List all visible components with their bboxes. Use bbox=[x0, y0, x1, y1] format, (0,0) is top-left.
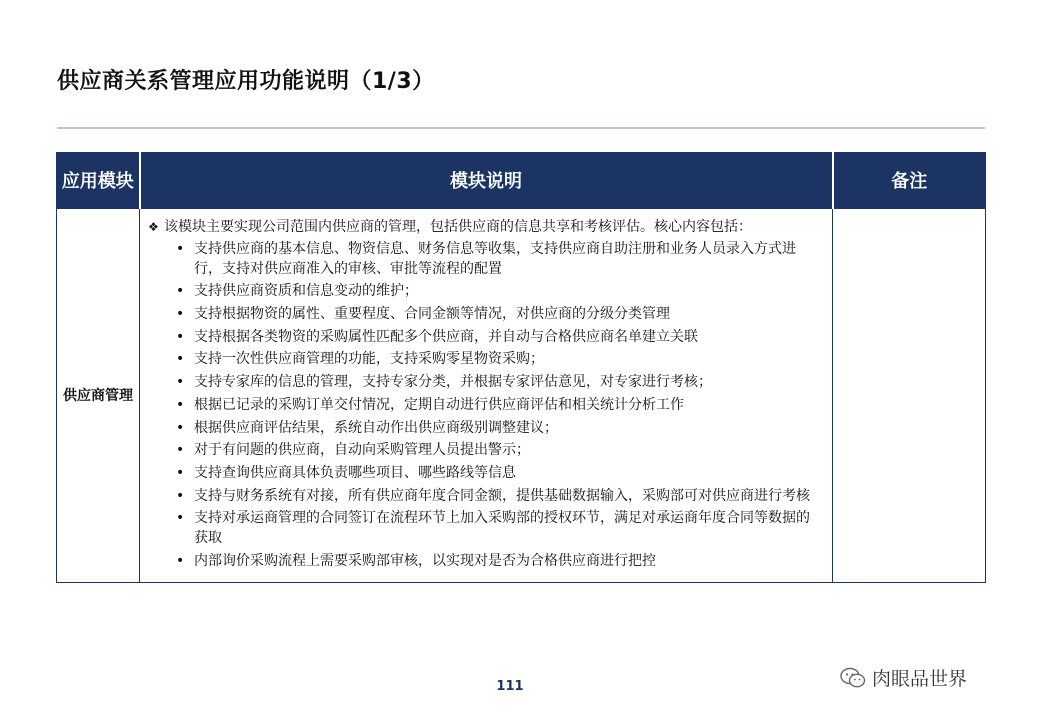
bullet-icon: • bbox=[176, 396, 185, 413]
list-item: • 对于有问题的供应商，自动向采购管理人员提出警示； bbox=[148, 440, 824, 460]
bullet-icon: • bbox=[176, 328, 185, 345]
bullet-icon: • bbox=[176, 487, 185, 504]
list-item: • 根据供应商评估结果，系统自动作出供应商级别调整建议； bbox=[148, 418, 824, 438]
bullet-icon: • bbox=[176, 240, 185, 257]
note-cell bbox=[833, 208, 986, 582]
module-name: 供应商管理 bbox=[57, 208, 140, 582]
wechat-icon bbox=[840, 667, 866, 689]
table-row bbox=[57, 208, 986, 582]
bullet-icon: • bbox=[176, 374, 185, 391]
bullet-icon: • bbox=[176, 442, 185, 459]
bullet-icon: • bbox=[176, 419, 185, 436]
list-item: • 支持查询供应商具体负责哪些项目、哪些路线等信息 bbox=[148, 463, 824, 483]
title-divider bbox=[57, 127, 985, 129]
bullet-icon: • bbox=[176, 552, 185, 569]
list-item: • 支持根据物资的属性、重要程度、合同金额等情况，对供应商的分级分类管理 bbox=[148, 304, 824, 324]
intro-text: 该模块主要实现公司范围内供应商的管理，包括供应商的信息共享和考核评估。核心内容包括： bbox=[164, 219, 752, 235]
diamond-bullet-icon: ❖ bbox=[148, 220, 159, 234]
header-note: 备注 bbox=[833, 153, 986, 209]
table-header-row bbox=[57, 153, 986, 209]
bullet-icon: • bbox=[176, 351, 185, 368]
list-item: • 内部询价采购流程上需要采购部审核，以实现对是否为合格供应商进行把控 bbox=[148, 551, 824, 571]
list-item: • 支持供应商资质和信息变动的维护； bbox=[148, 281, 824, 301]
description-intro bbox=[148, 216, 824, 239]
bullet-icon: • bbox=[176, 510, 185, 527]
page-number: 111 bbox=[496, 679, 524, 694]
page-title: 供应商关系管理应用功能说明（1/3） bbox=[57, 69, 435, 94]
feature-list bbox=[148, 239, 824, 571]
header-description: 模块说明 bbox=[140, 153, 833, 209]
function-table bbox=[56, 152, 986, 583]
list-item: • 支持供应商的基本信息、物资信息、财务信息等收集，支持供应商自助注册和业务人员录入方式进行，支持对供应商准入的审核、审批等流程的配置 bbox=[148, 239, 824, 279]
bullet-icon: • bbox=[176, 464, 185, 481]
bullet-icon: • bbox=[176, 306, 185, 323]
header-module: 应用模块 bbox=[57, 153, 140, 209]
watermark bbox=[840, 664, 967, 691]
list-item: • 支持对承运商管理的合同签订在流程环节上加入采购部的授权环节，满足对承运商年度合同等数据的获取 bbox=[148, 508, 824, 548]
list-item: • 根据已记录的采购订单交付情况，定期自动进行供应商评估和相关统计分析工作 bbox=[148, 395, 824, 415]
list-item: • 支持根据各类物资的采购属性匹配多个供应商，并自动与合格供应商名单建立关联 bbox=[148, 327, 824, 347]
module-description bbox=[140, 208, 833, 582]
list-item: • 支持一次性供应商管理的功能，支持采购零星物资采购； bbox=[148, 349, 824, 369]
list-item: • 支持专家库的信息的管理，支持专家分类，并根据专家评估意见，对专家进行考核； bbox=[148, 372, 824, 392]
list-item: • 支持与财务系统有对接，所有供应商年度合同金额，提供基础数据输入，采购部可对供应商进行考核 bbox=[148, 486, 824, 506]
watermark-text: 肉眼品世界 bbox=[872, 668, 968, 690]
bullet-icon: • bbox=[176, 283, 185, 300]
